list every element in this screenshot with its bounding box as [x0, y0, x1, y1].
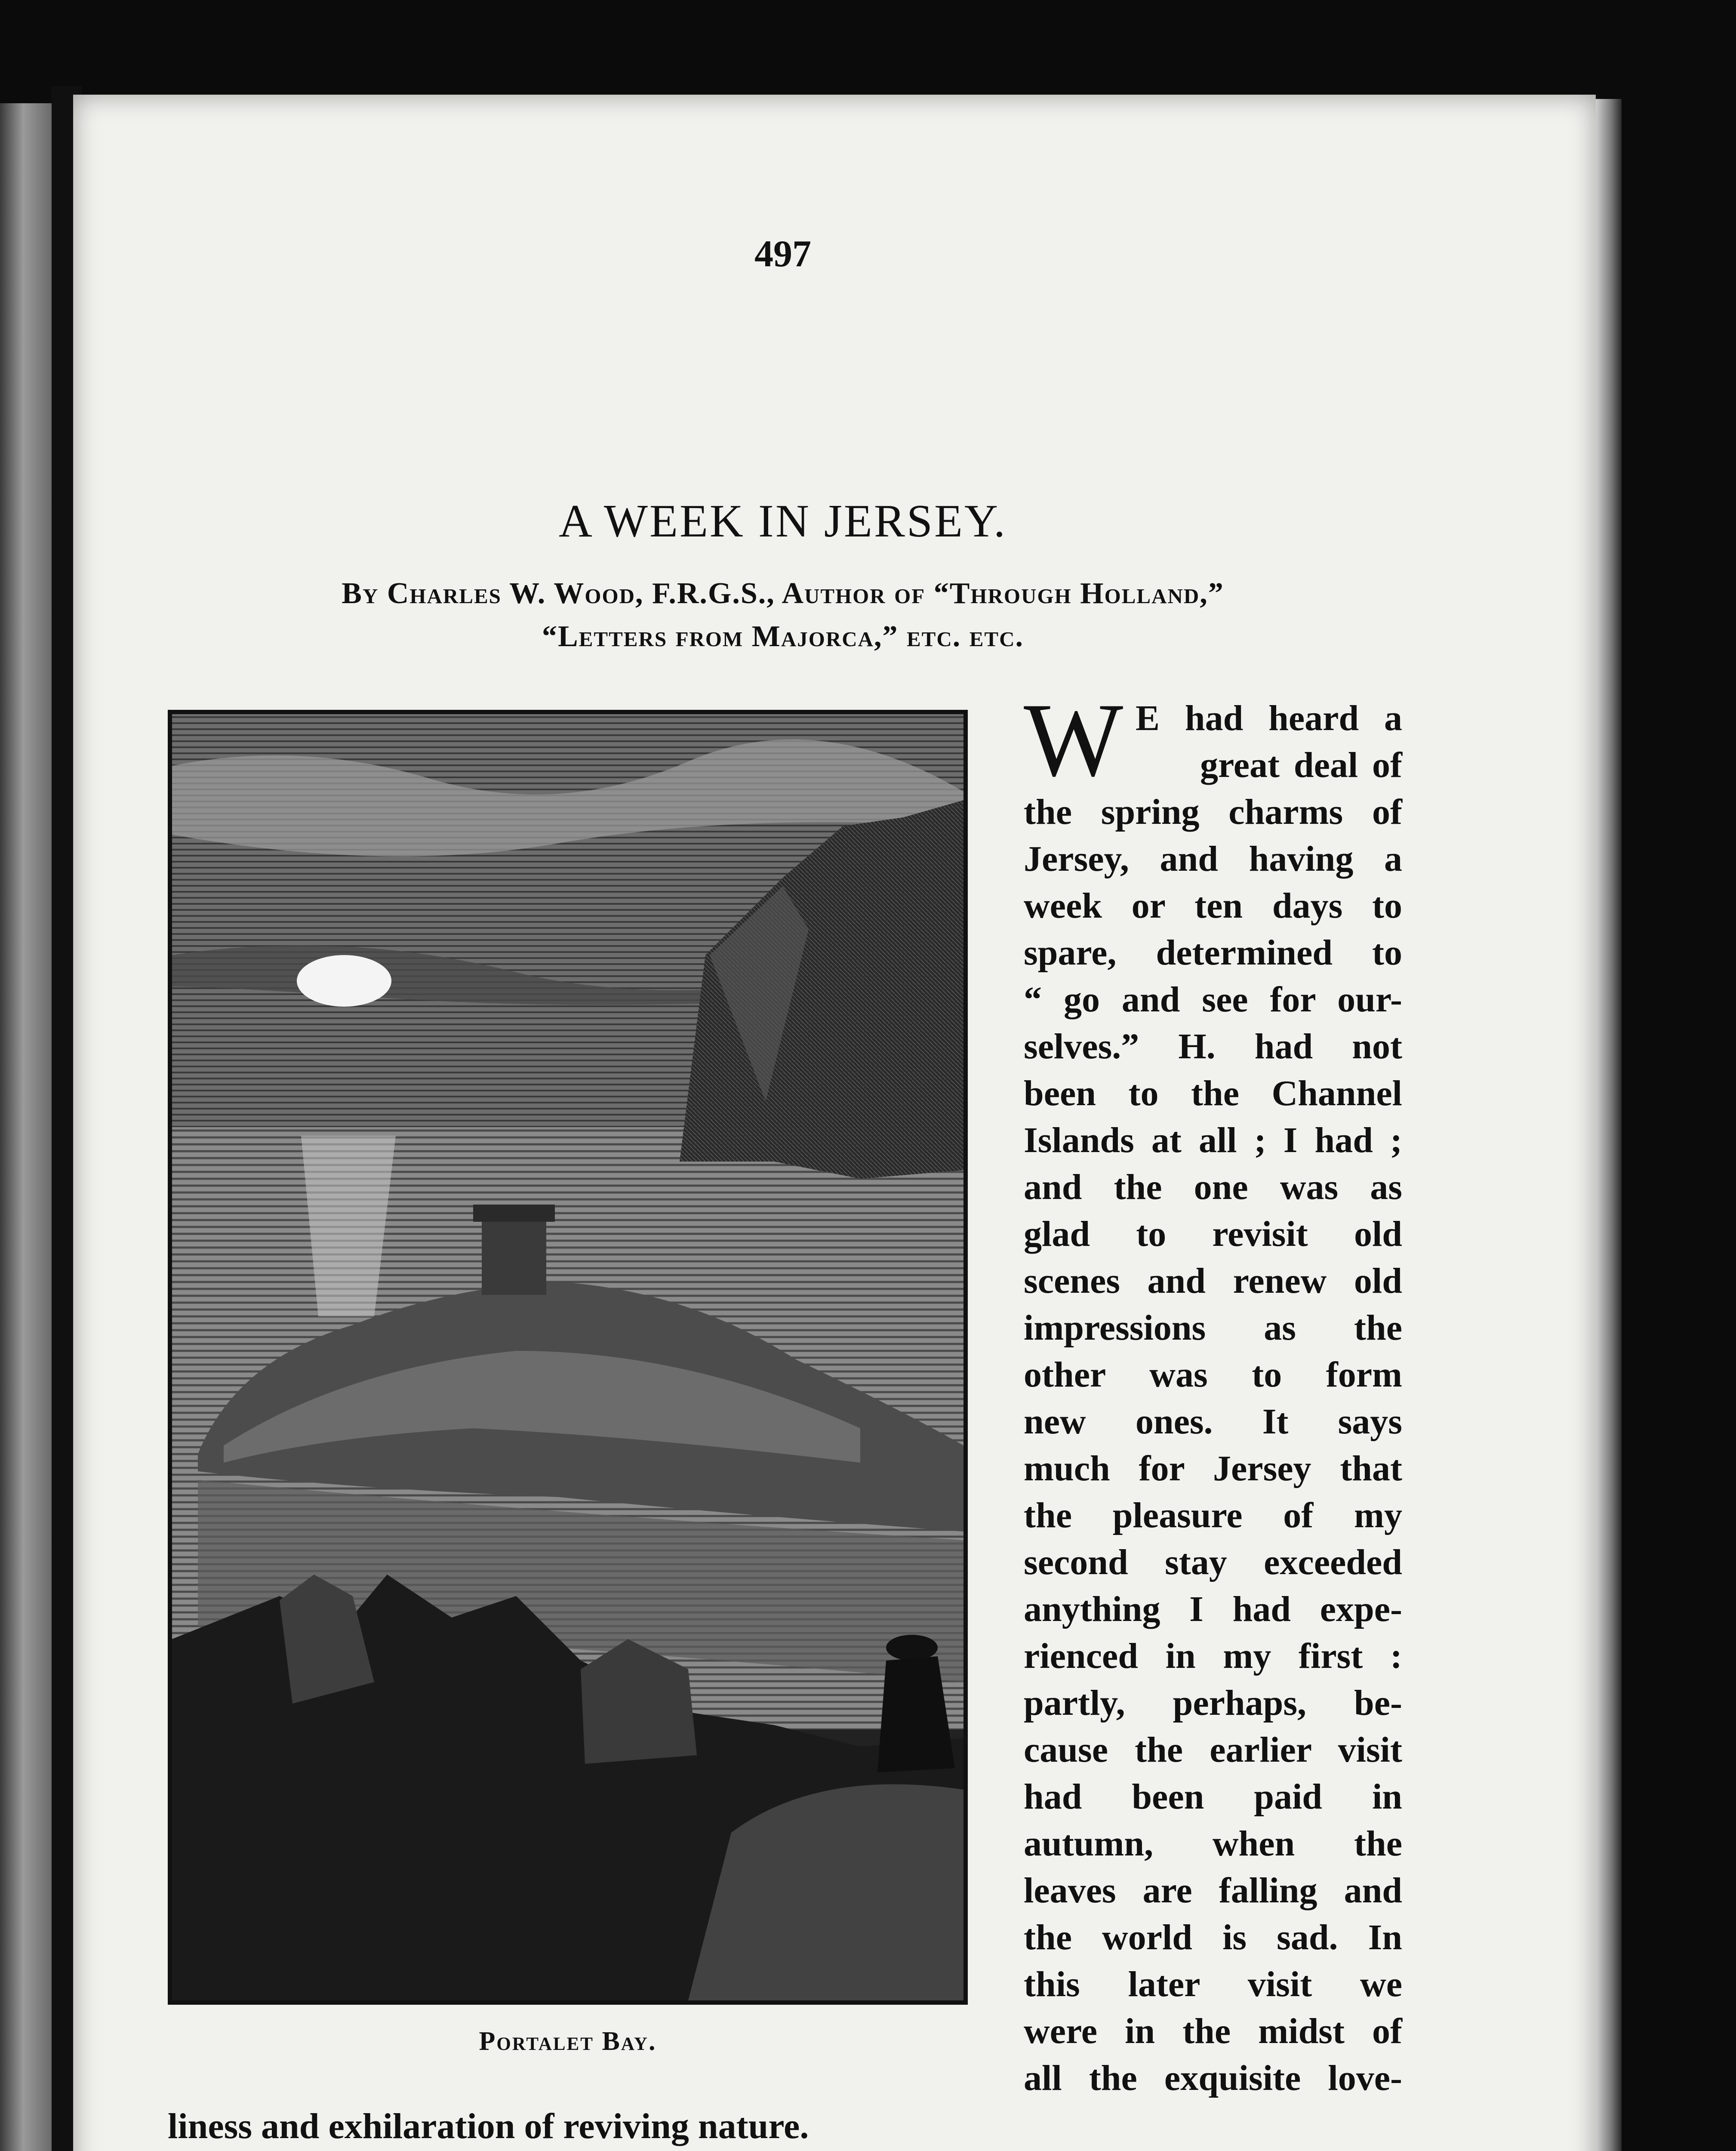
- text-line: been to the Channel: [1024, 1073, 1402, 1113]
- text-line: E had heard a: [1136, 698, 1402, 738]
- text-line: spare, determined to: [1024, 933, 1402, 973]
- text-line: all the exquisite love-: [1024, 2058, 1402, 2098]
- body-text: [168, 2104, 1407, 2151]
- byline-line-2: “Letters from Majorca,” etc. etc.: [542, 620, 1024, 653]
- illustration-caption: Portalet Bay.: [479, 2027, 657, 2056]
- facing-page-edge: [0, 103, 52, 2151]
- text-line: Islands at all ; I had ;: [1024, 1120, 1402, 1160]
- text-line: the spring charms of: [1024, 792, 1402, 832]
- text-line: new ones. It says: [1024, 1402, 1402, 1442]
- text-line: Jersey, and having a: [1024, 839, 1402, 879]
- text-line: leaves are falling and: [1024, 1871, 1402, 1911]
- text-line: selves.” H. had not: [1024, 1026, 1402, 1066]
- portalet-bay-engraving-icon: [172, 714, 963, 2000]
- text-line: the world is sad. In: [1024, 1917, 1402, 1957]
- text-line: other was to form: [1024, 1355, 1402, 1395]
- text-line: liness and exhilaration of reviving nature.: [168, 2106, 809, 2146]
- text-line: [168, 2149, 1407, 2151]
- engraving-illustration: [168, 710, 968, 2005]
- text-column: [1024, 681, 1402, 2102]
- text-line: and the one was as: [1024, 1167, 1402, 1207]
- text-line: autumn, when the: [1024, 1824, 1402, 1864]
- byline-line-1: By Charles W. Wood, F.R.G.S., Author of “Through Holland,”: [342, 577, 1224, 610]
- text-line: were in the midst of: [1024, 2011, 1402, 2051]
- text-line: impressions as the: [1024, 1308, 1402, 1348]
- text-line: “ go and see for our-: [1024, 980, 1402, 1020]
- text-line: had been paid in: [1024, 1777, 1402, 1817]
- text-line: great deal of: [1200, 745, 1402, 785]
- page-edge: [1596, 99, 1622, 2151]
- text-line: cause the earlier visit: [1024, 1730, 1402, 1770]
- text-line: week or ten days to: [1024, 886, 1402, 926]
- page-number: 497: [754, 233, 811, 275]
- text-line: the pleasure of my: [1024, 1495, 1402, 1535]
- text-line: rienced in my first :: [1024, 1636, 1402, 1676]
- drop-cap: W: [1024, 681, 1123, 798]
- text-line: partly, perhaps, be-: [1024, 1683, 1402, 1723]
- text-line: second stay exceeded: [1024, 1542, 1402, 1582]
- text-line: much for Jersey that: [1024, 1448, 1402, 1488]
- text-line: anything I had expe-: [1024, 1589, 1402, 1629]
- article-title: A WEEK IN JERSEY.: [558, 496, 1007, 547]
- text-line: this later visit we: [1024, 1964, 1402, 2004]
- text-line: glad to revisit old: [1024, 1214, 1402, 1254]
- text-line: scenes and renew old: [1024, 1261, 1402, 1301]
